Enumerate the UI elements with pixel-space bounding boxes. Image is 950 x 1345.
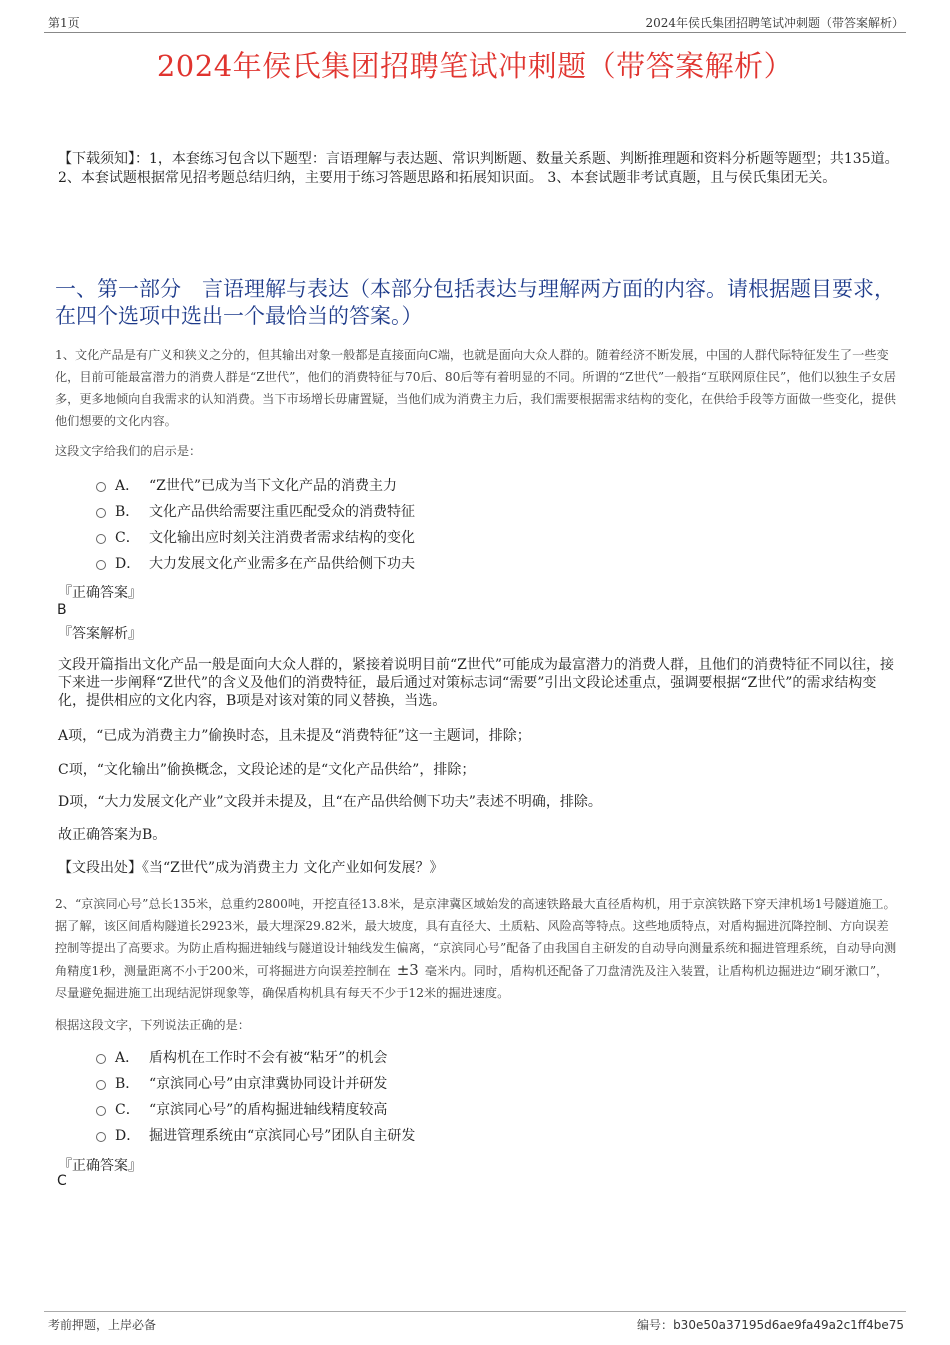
analysis-paragraph: D项，“大力发展文化产业”文段并未提及，且“在产品供给侧下功夫”表述不明确，排除。 (58, 794, 602, 810)
option-letter: D． (115, 1128, 141, 1144)
option-letter: A． (115, 1050, 140, 1066)
analysis-paragraph: 故正确答案为B。 (58, 827, 167, 843)
option-text: “京滨同心号”由京津冀协同设计并研发 (149, 1076, 388, 1092)
option-letter: B． (115, 1076, 140, 1092)
question-2-text-part2: 毫米内。同时，盾构机还配备了刀盘清洗及注入装置，让盾构机边掘进边“刷牙漱口”，尽量避免掘进施工出现结泥饼现象等，确保盾构机具有每天不少于12米的掘进速度。 (55, 964, 889, 1000)
q1-option-c[interactable] (96, 524, 415, 550)
radio-button-icon[interactable] (96, 534, 106, 544)
q2-option-d[interactable] (96, 1122, 415, 1148)
radio-button-icon[interactable] (96, 1132, 106, 1142)
section-heading: 一、第一部分 言语理解与表达（本部分包括表达与理解两方面的内容。请根据题目要求，在四个选项中选出一个最恰当的答案。） (55, 277, 895, 328)
code-label: 编号： (637, 1318, 674, 1332)
question-2-text (55, 893, 900, 1004)
question-1-text: 1、文化产品是有广义和狭义之分的，但其输出对象一般都是直接面向C端，也就是面向大众人群的。随着经济不断发展，中国的人群代际特征发生了一些变化，目前可能最富潜力的消费人群是“Z世代”，他们的消费特征与70后、80后等有着明显的不同。所谓的“Z世代”一般指“互联网原住民”，他们以独生子女居多，更多地倾向自我需求的认知消费。当下市场增长毋庸置疑，当他们成为消费主力后，我们需要根据需求结构的变化，在供给手段等方面做一些变化，提供他们想要的文化内容。 (55, 348, 896, 428)
option-letter: C． (115, 1102, 140, 1118)
analysis-paragraph: A项，“已成为消费主力”偷换时态，且未提及“消费特征”这一主题词，排除； (58, 728, 531, 744)
option-letter: C． (115, 530, 140, 546)
q1-option-a[interactable] (96, 472, 415, 498)
option-text: 大力发展文化产业需多在产品供给侧下功夫 (149, 556, 415, 572)
question-2-prompt: 根据这段文字，下列说法正确的是： (55, 1018, 250, 1032)
option-text: “Z世代”已成为当下文化产品的消费主力 (149, 478, 398, 494)
header-divider (44, 32, 906, 33)
option-letter: A． (115, 478, 140, 494)
source-citation: 【文段出处】《当“Z世代”成为消费主力 文化产业如何发展？》 (58, 860, 444, 876)
analysis-paragraph: C项，“文化输出”偷换概念，文段论述的是“文化产品供给”，排除； (58, 762, 476, 778)
question-1-prompt: 这段文字给我们的启示是： (55, 444, 202, 458)
correct-answer-label: 『正确答案』 (58, 1158, 142, 1174)
page-number: 第1页 (48, 16, 80, 30)
question-2-options (96, 1044, 415, 1148)
code-value: b30e50a37195d6ae9fa49a2c1ff4be75 (673, 1318, 904, 1332)
radio-button-icon[interactable] (96, 482, 106, 492)
radio-button-icon[interactable] (96, 1080, 106, 1090)
page-title: 2024年侯氏集团招聘笔试冲刺题（带答案解析） (156, 49, 794, 83)
q2-option-c[interactable] (96, 1096, 415, 1122)
option-text: “京滨同心号”的盾构掘进轴线精度较高 (149, 1102, 388, 1118)
radio-button-icon[interactable] (96, 508, 106, 518)
q2-option-a[interactable] (96, 1044, 415, 1070)
option-text: 盾构机在工作时不会有被“粘牙”的机会 (149, 1050, 388, 1066)
question-2-answer: C (57, 1173, 67, 1189)
radio-button-icon[interactable] (96, 1054, 106, 1064)
download-notice: 【下载须知】：1，本套练习包含以下题型：言语理解与表达题、常识判断题、数量关系题、判断推理题和资料分析题等题型；共135道。 2、本套试题根据常见招考题总结归纳，主要用于练习答题思路和拓展知识面。 3、本套试题非考试真题，且与侯氏集团无关。 (58, 151, 899, 186)
footer-doc-code (637, 1316, 904, 1333)
option-letter: D． (115, 556, 141, 572)
radio-button-icon[interactable] (96, 1106, 106, 1116)
option-text: 掘进管理系统由“京滨同心号”团队自主研发 (149, 1128, 416, 1144)
option-text: 文化产品供给需要注重匹配受众的消费特征 (149, 504, 415, 520)
question-2-text-part1: 2、“京滨同心号”总长135米，总重约2800吨，开挖直径13.8米，是京津冀区域始发的高速铁路最大直径盾构机，用于京滨铁路下穿天津机场1号隧道施工。据了解，该区间盾构隧道长2923米，最大埋深29.82米，最大坡度，具有直径大、土质粘、风险高等特点。这些地质特点，对盾构掘进沉降控制、方向误差控制等提出了高要求。为防止盾构掘进轴线与隧道设计轴线发生偏离，“京滨同心号”配备了由我国自主研发的自动导向测量系统和掘进管理系统，自动导向测角精度1秒，测量距离不小于200米，可将掘进方向误差控制在 (55, 897, 897, 978)
analysis-label: 『答案解析』 (58, 626, 142, 642)
option-text: 文化输出应时刻关注消费者需求结构的变化 (149, 530, 415, 546)
question-1-options (96, 472, 415, 576)
plus-minus-value: ±3 (396, 961, 419, 979)
footer-slogan: 考前押题，上岸必备 (48, 1318, 157, 1332)
analysis-paragraph: 文段开篇指出文化产品一般是面向大众人群的，紧接着说明目前“Z世代”可能成为最富潜力的消费人群，且他们的消费特征不同以往，接下来进一步阐释“Z世代”的含义及他们的消费特征，最后通过对策标志词“需要”引出文段论述重点，强调要根据“Z世代”的需求结构变化，提供相应的文化内容，B项是对该对策的同义替换，当选。 (58, 657, 895, 709)
option-letter: B． (115, 504, 140, 520)
q1-option-b[interactable] (96, 498, 415, 524)
q2-option-b[interactable] (96, 1070, 415, 1096)
question-1-answer: B (57, 602, 67, 618)
correct-answer-label: 『正确答案』 (58, 585, 142, 601)
radio-button-icon[interactable] (96, 560, 106, 570)
header-doc-title: 2024年侯氏集团招聘笔试冲刺题（带答案解析） (645, 16, 904, 30)
q1-option-d[interactable] (96, 550, 415, 576)
footer-divider (44, 1311, 906, 1312)
